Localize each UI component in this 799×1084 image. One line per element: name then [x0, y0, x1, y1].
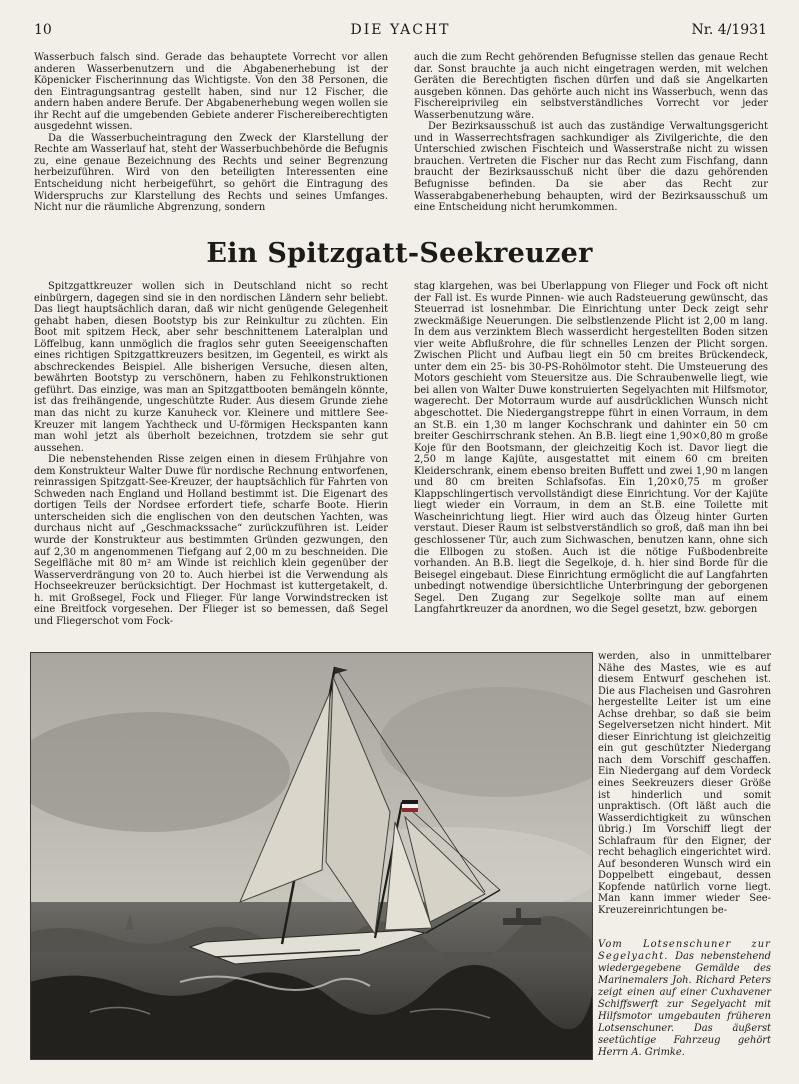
article-title: Ein Spitzgatt-Seekreuzer: [206, 238, 593, 269]
paragraph: Da die Wasserbucheintragung den Zweck der Klarstellung der Rechte am Wasserlauf hat, steht der Wasserbuchbehörde die Befugnis zu, eine genaue Bezeichnung des Rechts und seiner Begrenzung herbeizuführen. Wird von den beteiligten Interessenten eine Entscheidung nicht herbeigeführt, so gehört die Eintragung des Widerspruchs zur Klarstellung des Rechts und seines Umfanges. Nicht nur die räumliche Abgrenzung, sondern: [34, 132, 388, 214]
ensign-flag: [402, 800, 418, 812]
top-right-column: [414, 52, 768, 228]
page-number: 10: [34, 22, 52, 38]
issue-number: Nr. 4/1931: [691, 22, 767, 38]
article-right-narrow-column: [598, 651, 771, 933]
article-right-column: [414, 281, 768, 651]
paragraph: Wasserbuch falsch sind. Gerade das behauptete Vorrecht vor allen anderen Wasserbenutzern und die Abgabenerhebung ist der Köpenicker Fischerinnung das Wichtigste. Von den 38 Personen, die den Eintragungsantrag gestellt haben, sind nur 12 Fischer, die andern haben andere Berufe. Der Abgabenerhebung wegen wollen sie ihr Recht auf die umgebenden Gebiete anderer Fischereiberechtigten ausgedehnt wissen.: [34, 52, 388, 133]
page-header: [34, 22, 767, 40]
magazine-title: DIE YACHT: [350, 22, 451, 38]
photo-caption: [598, 939, 771, 1059]
paragraph: Der Bezirksausschuß ist auch das zuständige Verwaltungsgericht und in Wasserrechtsfragen sachkundiger als Zivilgerichte, die den Unterschied zwischen Fischteich und Wasserstraße nicht zu wissen brauchen. Vertreten die Fischer nur das Recht zum Fischfang, dann braucht der Bezirksausschuß nicht über die dazu gehörenden Befugnisse befinden. Da sie aber das Recht zur Wasserabgabenerhebung behaupten, wird der Bezirksausschuß um eine Entscheidung nicht herumkommen.: [414, 121, 768, 214]
caption-text: Das nebenstehend wiedergegebene Gemälde des Marinemalers Joh. Richard Peters zeigt einen auf einer Cuxhavener Schiffswerft zur Segelyacht mit Hilfsmotor umgebauten früheren Lotsenschuner. Das äußerst seetüchtige Fahrzeug gehört Herrn A. Grimke.: [598, 951, 771, 1058]
top-left-column: [34, 52, 388, 228]
paragraph: auch die zum Recht gehörenden Befugnisse stellen das genaue Recht dar. Sonst brauchte ja auch nicht eingetragen werden, mit welchen Geräten die Berechtigten fischen dürfen und daß sie Angelkarten ausgeben können. Das gehörte auch nicht ins Wasserbuch, wenn das Fischereiprivileg ein selbstverständliches Vorrecht vor jeder Wasserbenutzung wäre.: [414, 52, 768, 121]
paragraph: stag klargehen, was bei Überlappung von Flieger und Fock oft nicht der Fall ist. Es wurde Pinnen- wie auch Radsteuerung gewünscht, das Steuerrad ist losnehmbar. Die Einrichtung unter Deck zeigt sehr zweckmäßige Neuerungen. Die selbstlenzende Plicht ist 2,00 m lang. In dem aus verzinktem Blech wasserdicht hergestellten Boden sitzen vier weite Abflußrohre, die für schnelles Lenzen der Plicht sorgen. Zwischen Plicht und Aufbau liegt ein 50 cm breites Brückendeck, unter dem ein 25- bis 30-PS-Rohölmotor steht. Die Umsteuerung des Motors geschieht vom Steuersitze aus. Die Schraubenwelle liegt, wie bei allen von Walter Duwe konstruierten Segelyachten mit Hilfsmotor, wagerecht. Der Motorraum wurde auf ausdrücklichen Wunsch nicht abgeschottet. Die Niedergangstreppe führt in einen Vorraum, in dem an St.B. ein 1,30 m langer Kochschrank und dahinter ein 50 cm breiter Geschirrschrank stehen. An B.B. liegt eine 1,90×0,80 m große Koje für den Bootsmann, der gleichzeitig Koch ist. Davor liegt die 2,50 m lange Kajüte, ausgestattet mit einem 60 cm breiten Kleiderschrank, einem ebenso breiten Buffett und zwei 1,90 m langen und 80 cm breiten Schlafsofas. Ein 1,20×0,75 m großer Klappschlingertisch vervollständigt diese Einrichtung. Vor der Kajüte liegt wieder ein Vorraum, in dem an St.B. eine Toilette mit Wascheinrichtung liegt. Hier wird auch das Ölzeug hinter Gurten verstaut. Dieser Raum ist selbstverständlich so groß, daß man ihn bei geschlossener Tür, auch zum Sichwaschen, benutzen kann, ohne sich die Ellbogen zu stoßen. Auch ist die nötige Fußbodenbreite vorhanden. An B.B. liegt die Segelkoje, d. h. hier sind Borde für die Beisegel eingebaut. Diese Einrichtung ermöglicht die auf Langfahrten unbedingt notwendige übersichtliche Unterbringung der geborgenen Segel. Den Zugang zur Segelkoje sollte man auf einem Langfahrtkreuzer da anordnen, wo die Segel gesetzt, bzw. geborgen: [414, 281, 768, 616]
paragraph: Spitzgattkreuzer wollen sich in Deutschland nicht so recht einbürgern, dagegen sind sie in den nordischen Ländern sehr beliebt. Das liegt hauptsächlich daran, daß wir nicht genügende Gelegenheit gehabt haben, diesen Bootstyp bis zur Reinkultur zu züchten. Ein Boot mit spitzem Heck, aber sehr beschnittenem Lateralplan und Löffelbug, kann unmöglich die fraglos sehr guten Seeeigenschaften eines richtigen Spitzgattkreuzers besitzen, im Gegenteil, es wirkt als abschreckendes Beispiel. Alle bisherigen Versuche, diesen alten, bewährten Bootstyp zu verschönern, haben zu Fehlkonstruktionen geführt. Das einzige, was man an Spitzgattbooten bemängeln könnte, ist das freihängende, ungeschützte Ruder. Aus diesem Grunde ziehe man das nicht zu kurze Kanuheck vor. Kleinere und mittlere See-Kreuzer mit langem Yachtheck und U-förmigen Heckspanten kann man wohl jetzt als überholt bezeichnen, trotzdem sie sehr gut aussehen.: [34, 281, 388, 454]
article-left-column: [34, 281, 388, 645]
caption-lead: Vom Lotsenschuner zur Segelyacht.: [598, 939, 771, 962]
paragraph: werden, also in unmittelbarer Nähe des Mastes, wie es auf diesem Entwurf geschehen ist. Die aus Flacheisen und Gasrohren hergestellte Leiter ist um eine Achse drehbar, so daß sie beim Segelversetzen nicht hindert. Mit dieser Einrichtung ist gleichzeitig ein gut geschützter Niedergang nach dem Vorschiff geschaffen. Ein Niedergang auf dem Vordeck eines Seekreuzers dieser Größe ist hinderlich und somit unpraktisch. (Oft läßt auch die Wasserdichtigkeit zu wünschen übrig.) Im Vorschiff liegt der Schlafraum für den Eigner, der recht behaglich eingerichtet wird. Auf besonderen Wunsch wird ein Doppelbett eingebaut, dessen Kopfende natürlich vorne liegt. Man kann immer wieder See-Kreuzereinrichtungen be-: [598, 651, 771, 917]
paragraph: Die nebenstehenden Risse zeigen einen in diesem Frühjahre von dem Konstrukteur Walter Duwe für nordische Rechnung entworfenen, reinrassigen Spitzgatt-See-Kreuzer, der hauptsächlich für Fahrten von Schweden nach England und Holland bestimmt ist. Die Eigenart des dortigen Teils der Nordsee erfordert tiefe, scharfe Boote. Hierin unterscheiden sich die englischen von den deutschen Yachten, was durchaus nicht auf „Geschmackssache“ zurückzuführen ist. Leider wurde der Konstrukteur aus bestimmten Gründen gezwungen, den auf 2,30 m angenommenen Tiefgang auf 2,00 m zu beschneiden. Die Segelfläche mit 80 m² am Winde ist reichlich klein gegenüber der Wasserverdrängung von 20 to. Auch hierbei ist die Verwendung als Hochseekreuzer berücksichtigt. Der Hochmast ist kuttergetakelt, d. h. mit Großsegel, Fock und Flieger. Für lange Vorwindstrecken ist eine Breitfock vorgesehen. Der Flieger ist so bemessen, daß Segel und Fliegerschot vom Fock-: [34, 454, 388, 627]
schooner-painting: [30, 652, 593, 1060]
